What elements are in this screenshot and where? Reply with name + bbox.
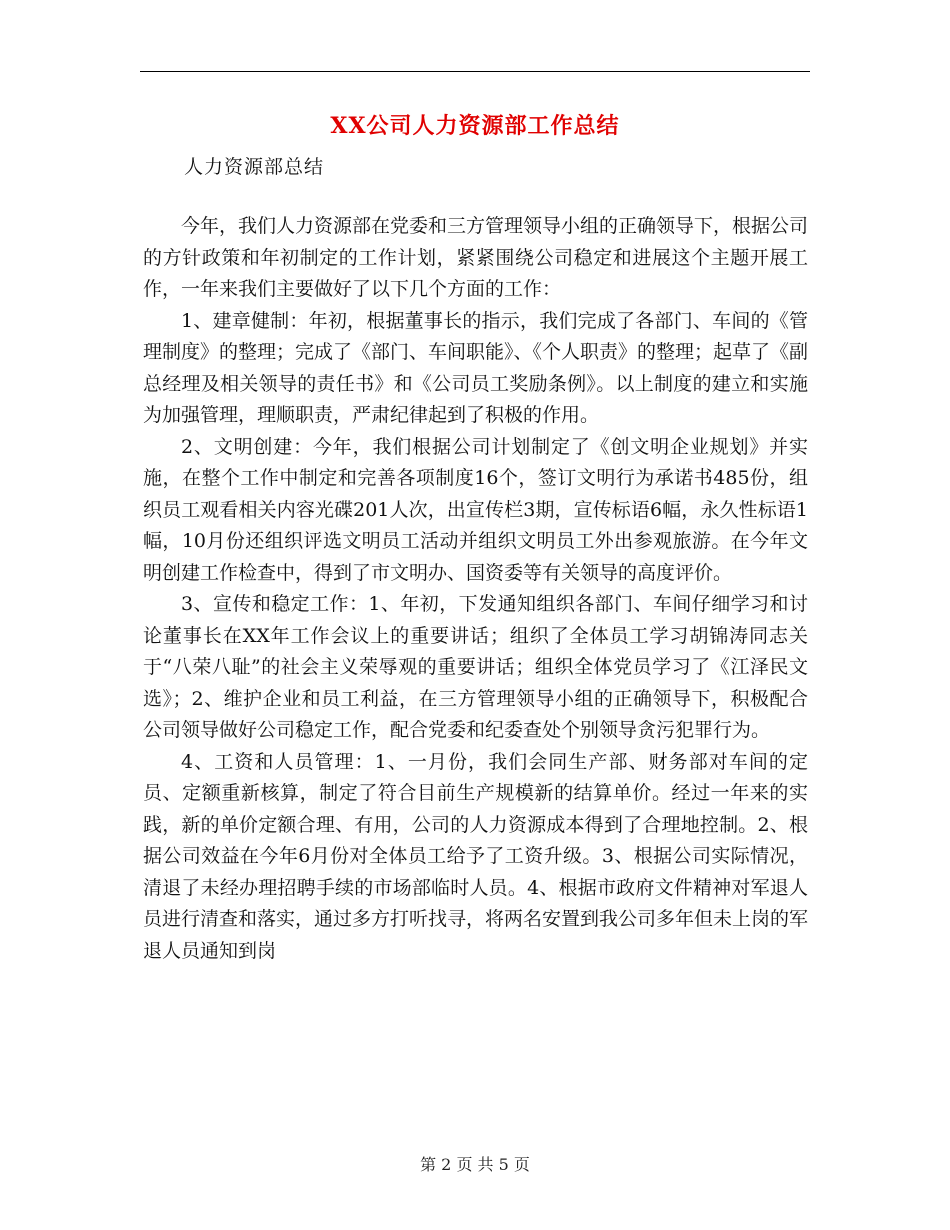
paragraph-intro: 今年，我们人力资源部在党委和三方管理领导小组的正确领导下，根据公司的方针政策和年初制定的工作计划，紧紧围绕公司稳定和进展这个主题开展工作，一年来我们主要做好了以下几个方面的工作： — [143, 215, 809, 300]
header-rule — [140, 71, 810, 72]
document-subtitle: 人力资源部总结 — [184, 156, 325, 178]
paragraph-rules-system: 1、建章健制：年初，根据董事长的指示，我们完成了各部门、车间的《管理制度》的整理；完成了《部门、车间职能》、《个人职责》的整理；起草了《副总经理及相关领导的责任书》和《公司员工奖励条例》。以上制度的建立和实施为加强管理，理顺职责，严肃纪律起到了积极的作用。 — [143, 309, 809, 426]
document-body — [143, 211, 808, 967]
paragraph-civilization: 2、文明创建：今年，我们根据公司计划制定了《创文明企业规划》并实施，在整个工作中制定和完善各项制度16个，签订文明行为承诺书485份，组织员工观看相关内容光碟201人次，出宣传栏3期，宣传标语6幅，永久性标语1幅，10月份还组织评选文明员工活动并组织文明员工外出参观旅游。在今年文明创建工作检查中，得到了市文明办、国资委等有关领导的高度评价。 — [143, 435, 808, 584]
page-number-footer: 第 2 页 共 5 页 — [420, 1155, 530, 1174]
document-title: XX公司人力资源部工作总结 — [330, 113, 620, 139]
paragraph-publicity-stability: 3、宣传和稳定工作：1、年初，下发通知组织各部门、车间仔细学习和讨论董事长在XX年工作会议上的重要讲话；组织了全体员工学习胡锦涛同志关于“八荣八耻”的社会主义荣辱观的重要讲话；组织全体党员学习了《江泽民文选》；2、维护企业和员工利益，在三方管理领导小组的正确领导下，积极配合公司领导做好公司稳定工作，配合党委和纪委查处个别领导贪污犯罪行为。 — [143, 593, 808, 741]
paragraph-wages-personnel: 4、工资和人员管理：1、一月份，我们会同生产部、财务部对车间的定员、定额重新核算，制定了符合目前生产规模新的结算单价。经过一年来的实践，新的单价定额合理、有用，公司的人力资源成本得到了合理地控制。2、根据公司效益在今年6月份对全体员工给予了工资升级。3、根据公司实际情况，清退了未经办理招聘手续的市场部临时人员。4、根据市政府文件精神对军退人员进行清查和落实，通过多方打听找寻，将两名安置到我公司多年但未上岗的军退人员通知到岗 — [143, 750, 809, 962]
